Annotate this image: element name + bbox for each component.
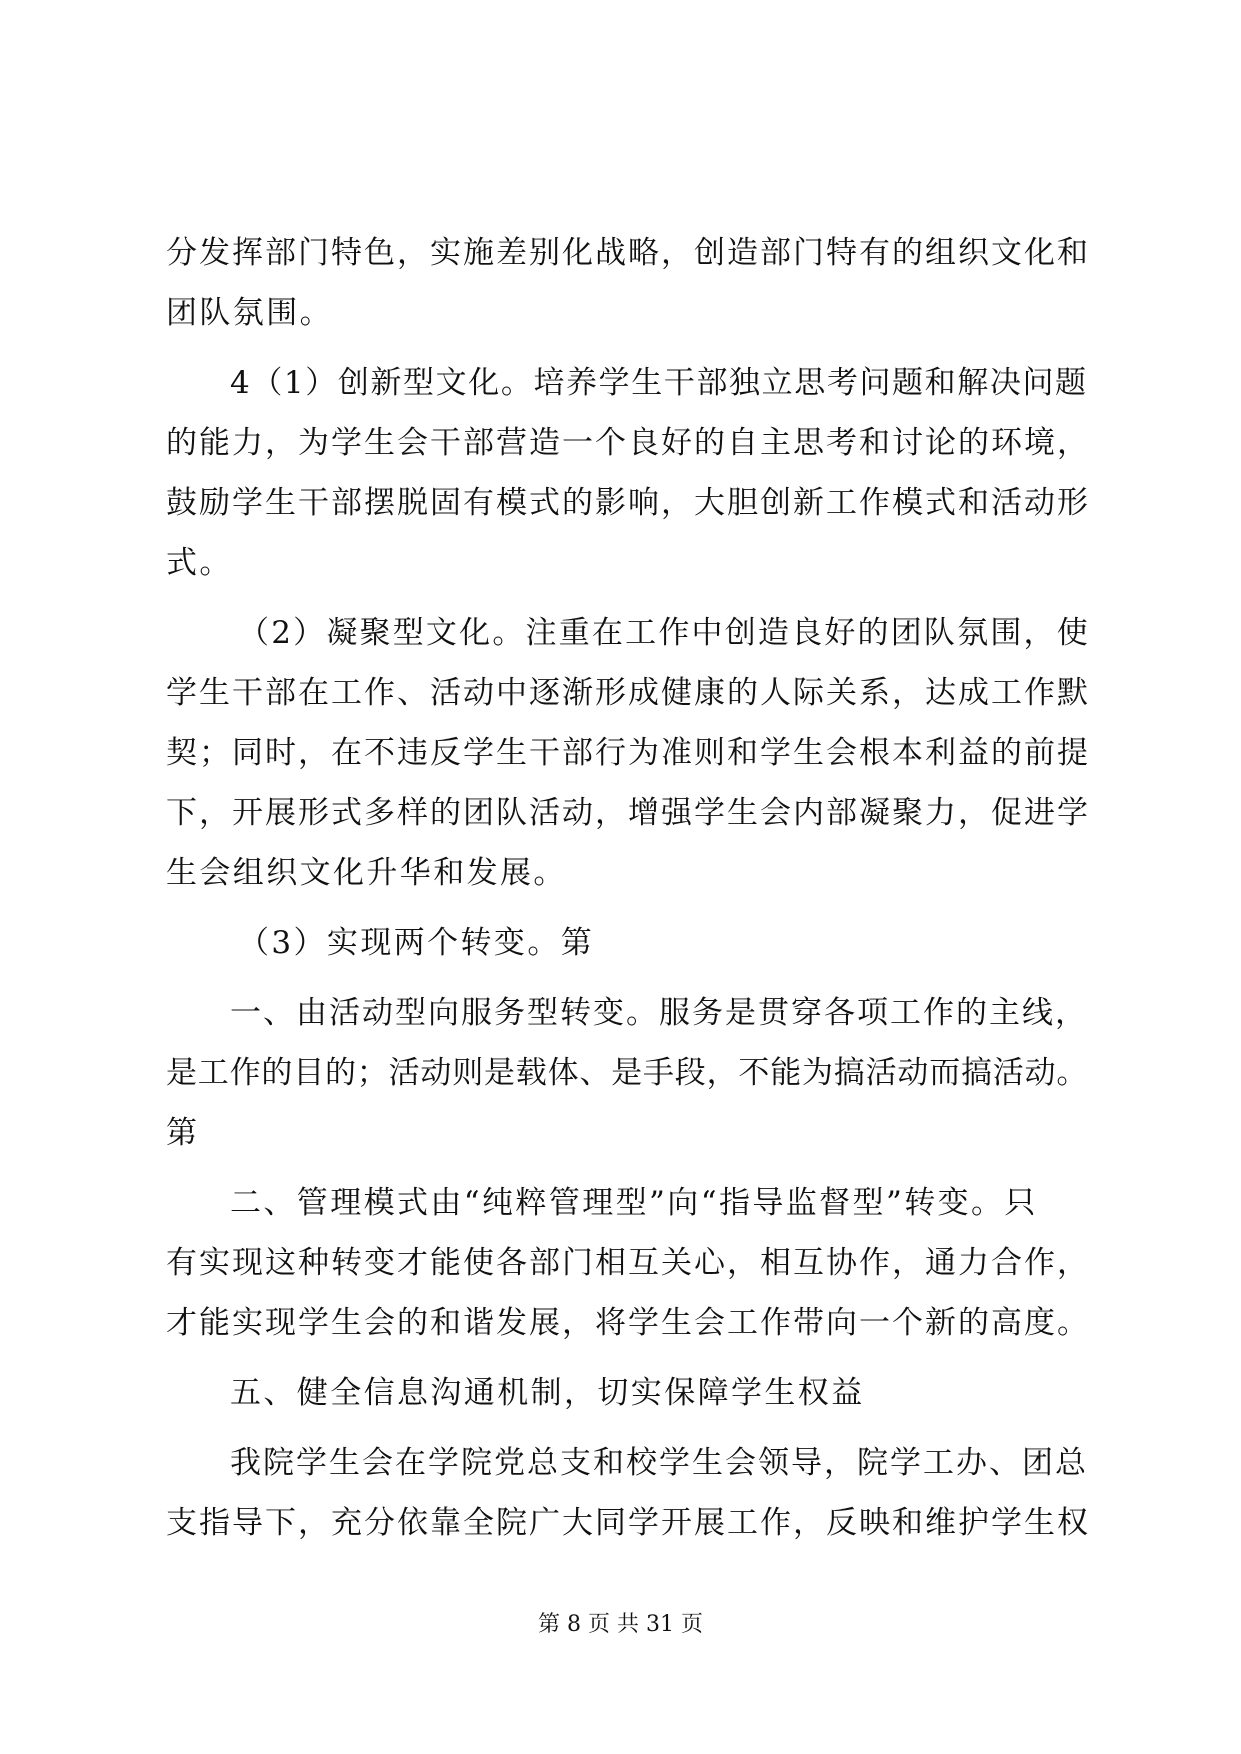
text-line: 二、管理模式由“纯粹管理型”向“指导监督型”转变。只 [230,1185,1038,1221]
text-line: 第 [166,1115,200,1151]
section-heading: 五、健全信息沟通机制，切实保障学生权益 [230,1375,865,1411]
text-line: 鼓励学生干部摆脱固有模式的影响，大胆创新工作模式和活动形 [166,485,1090,521]
text-line: 的能力，为学生会干部营造一个良好的自主思考和讨论的环境， [166,425,1090,461]
text-line: （3）实现两个转变。第 [238,925,595,961]
text-line: 学生干部在工作、活动中逐渐形成健康的人际关系，达成工作默 [166,675,1090,711]
text-line: 有实现这种转变才能使各部门相互关心，相互协作，通力合作， [166,1245,1090,1281]
text-line: 下，开展形式多样的团队活动，增强学生会内部凝聚力，促进学 [166,795,1090,831]
text-line: 团队氛围。 [166,295,333,331]
text-line: （2）凝聚型文化。注重在工作中创造良好的团队氛围，使 [238,615,1090,651]
text-line: 生会组织文化升华和发展。 [166,855,567,891]
text-line: 一、由活动型向服务型转变。服务是贯穿各项工作的主线， [230,995,1088,1031]
text-line: 才能实现学生会的和谐发展，将学生会工作带向一个新的高度。 [166,1305,1090,1341]
text-line: 分发挥部门特色，实施差别化战略，创造部门特有的组织文化和 [166,235,1090,271]
text-line: 支指导下，充分依靠全院广大同学开展工作，反映和维护学生权 [166,1505,1090,1541]
text-line: 是工作的目的；活动则是载体、是手段，不能为搞活动而搞活动。 [166,1055,1089,1091]
page-number-footer: 第 8 页 共 31 页 [538,1612,703,1637]
text-line: 4（1）创新型文化。培养学生干部独立思考问题和解决问题 [230,365,1088,401]
text-line: 式。 [166,545,233,581]
text-line: 我院学生会在学院党总支和校学生会领导，院学工办、团总 [230,1445,1088,1481]
text-line: 契；同时，在不违反学生干部行为准则和学生会根本利益的前提 [166,735,1090,771]
